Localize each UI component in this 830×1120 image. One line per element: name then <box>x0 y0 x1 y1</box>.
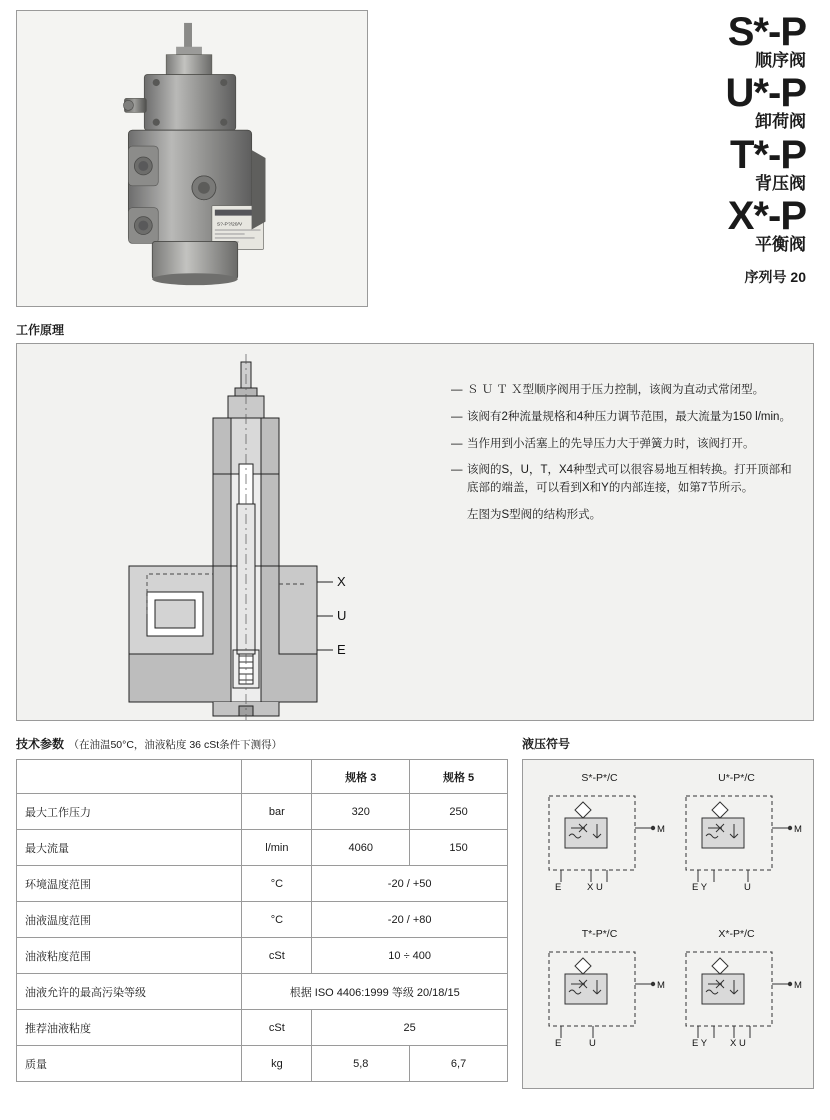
table-row <box>17 974 508 1010</box>
product-title-block <box>368 10 814 287</box>
svg-text:S?-P?/20/V: S?-P?/20/V <box>216 222 243 228</box>
row-value-5: 250 <box>410 794 508 830</box>
diagram-label-x: X <box>337 574 346 589</box>
principle-note: 左图为S型阀的结构形式。 <box>467 509 602 522</box>
product-code-0: S*-P <box>727 10 806 54</box>
table-row <box>17 938 508 974</box>
row-value-merged: 根据 ISO 4406:1999 等级 20/18/15 <box>242 974 508 1010</box>
product-photo-image <box>17 11 367 306</box>
serial-number: 序列号 20 <box>744 269 806 285</box>
valve-photo-illustration <box>17 11 367 306</box>
principle-bullet-text-0: Ｓ Ｕ Ｔ Ｘ型顺序阀用于压力控制，该阀为直动式常闭型。 <box>467 384 765 396</box>
symbol-port-left-u: E Y <box>692 882 708 893</box>
product-name-2: 背压阀 <box>755 173 806 193</box>
row-unit: cSt <box>242 938 312 974</box>
row-label: 油液温度范围 <box>17 902 242 938</box>
table-row <box>17 830 508 866</box>
principle-bullet-3 <box>451 462 799 498</box>
diagram-label-u: U <box>337 608 347 623</box>
product-title-1 <box>368 73 806 132</box>
cross-section-diagram <box>17 344 447 720</box>
symbol-cell-t <box>531 924 668 1080</box>
symbol-grid <box>531 768 805 1080</box>
col-blank-1 <box>17 760 242 794</box>
row-unit: °C <box>242 866 312 902</box>
row-value-5: 6,7 <box>410 1046 508 1082</box>
row-value-3: 5,8 <box>312 1046 410 1082</box>
hydraulic-symbols-panel <box>522 759 814 1089</box>
row-unit: kg <box>242 1046 312 1082</box>
row-value-3: 320 <box>312 794 410 830</box>
symbol-port-left-x: E Y <box>692 1038 708 1049</box>
symbol-port-mid-x: X U <box>730 1038 746 1049</box>
symbol-diagram-t <box>531 940 671 1052</box>
product-code-2: T*-P <box>730 132 806 177</box>
symbols-heading: 液压符号 <box>522 737 571 751</box>
principle-bullet-2 <box>451 436 799 454</box>
product-code-3: X*-P <box>727 193 806 238</box>
row-value-merged: -20 / +80 <box>312 902 508 938</box>
symbol-port-mid-t: U <box>589 1038 596 1049</box>
row-label: 环境温度范围 <box>17 866 242 902</box>
product-code-1: U*-P <box>725 71 806 116</box>
table-row <box>17 794 508 830</box>
diagram-label-e: E <box>337 642 346 657</box>
row-label: 最大流量 <box>17 830 242 866</box>
col-size-3: 规格 3 <box>312 760 410 794</box>
bullet-dash-icon: — <box>451 437 463 450</box>
header-section <box>16 0 814 307</box>
symbols-heading-wrap <box>522 735 814 753</box>
product-title-0 <box>368 12 806 71</box>
symbol-cell-u <box>668 768 805 924</box>
table-row <box>17 866 508 902</box>
product-title-2 <box>368 132 806 194</box>
row-value-merged: 10 ÷ 400 <box>312 938 508 974</box>
product-photo <box>16 10 368 307</box>
symbol-port-right-u: M <box>794 824 802 835</box>
principle-bullet-1 <box>451 409 799 427</box>
row-label: 油液允许的最高污染等级 <box>17 974 242 1010</box>
principle-bullets <box>447 344 813 720</box>
bullet-dash-icon: — <box>451 410 463 423</box>
bullet-dash-icon: — <box>451 464 463 477</box>
col-blank-2 <box>242 760 312 794</box>
symbol-diagram-u <box>668 784 808 896</box>
symbols-wrap <box>522 759 814 1089</box>
lower-section <box>16 759 814 1089</box>
bullet-dash-icon: — <box>451 384 463 396</box>
row-value-merged: 25 <box>312 1010 508 1046</box>
spec-heading-note: （在油温50°C，油液粘度 36 cSt条件下测得） <box>68 739 283 751</box>
symbol-title-t: T*-P*/C <box>581 928 618 940</box>
row-label: 油液粘度范围 <box>17 938 242 974</box>
table-row <box>17 1010 508 1046</box>
symbol-title-s: S*-P*/C <box>581 772 618 784</box>
table-row <box>17 902 508 938</box>
symbol-cell-x <box>668 924 805 1080</box>
lower-headings <box>16 735 814 753</box>
symbol-port-mid-u: U <box>744 882 751 893</box>
symbol-port-mid-s: X U <box>587 882 603 893</box>
table-row <box>17 1046 508 1082</box>
principle-bullet-text-2: 当作用到小活塞上的先导压力大于弹簧力时，该阀打开。 <box>467 437 755 450</box>
symbol-diagram-x <box>668 940 808 1052</box>
symbol-title-x: X*-P*/C <box>718 928 755 940</box>
spec-heading-wrap <box>16 735 508 753</box>
valve-cross-section <box>17 344 447 720</box>
row-value-5: 150 <box>410 830 508 866</box>
row-label: 最大工作压力 <box>17 794 242 830</box>
symbol-port-left-t: E <box>555 1038 562 1049</box>
row-unit: cSt <box>242 1010 312 1046</box>
row-unit: °C <box>242 902 312 938</box>
principle-bullet-0 <box>451 382 799 400</box>
spec-heading: 技术参数 <box>16 737 65 751</box>
principle-heading: 工作原理 <box>16 323 65 337</box>
principle-panel <box>16 343 814 721</box>
principle-bullet-text-3: 该阀的S，U，T，X4种型式可以很容易地互相转换。打开顶部和底部的端盖，可以看到X和Y的内部连接，如第7节所示。 <box>467 464 792 495</box>
row-unit: bar <box>242 794 312 830</box>
product-title-3 <box>368 193 806 255</box>
row-value-3: 4060 <box>312 830 410 866</box>
symbol-port-left-s: E <box>555 882 562 893</box>
principle-bullet-text-1: 该阀有2种流量规格和4种压力调节范围，最大流量为150 l/min。 <box>467 410 791 423</box>
product-name-0: 顺序阀 <box>755 51 806 70</box>
product-name-1: 卸荷阀 <box>755 112 806 132</box>
symbol-port-right-t: M <box>657 980 665 991</box>
symbol-diagram-s <box>531 784 671 896</box>
symbol-title-u: U*-P*/C <box>718 772 755 784</box>
symbol-cell-s <box>531 768 668 924</box>
row-label: 推荐油液粘度 <box>17 1010 242 1046</box>
symbol-port-right-s: M <box>657 824 665 835</box>
product-name-3: 平衡阀 <box>755 234 806 254</box>
row-unit: l/min <box>242 830 312 866</box>
row-value-merged: -20 / +50 <box>312 866 508 902</box>
spec-table <box>16 759 508 1082</box>
table-header-row <box>17 760 508 794</box>
spec-table-wrap <box>16 759 508 1089</box>
col-size-5: 规格 5 <box>410 760 508 794</box>
symbol-port-right-x: M <box>794 980 802 991</box>
row-label: 质量 <box>17 1046 242 1082</box>
